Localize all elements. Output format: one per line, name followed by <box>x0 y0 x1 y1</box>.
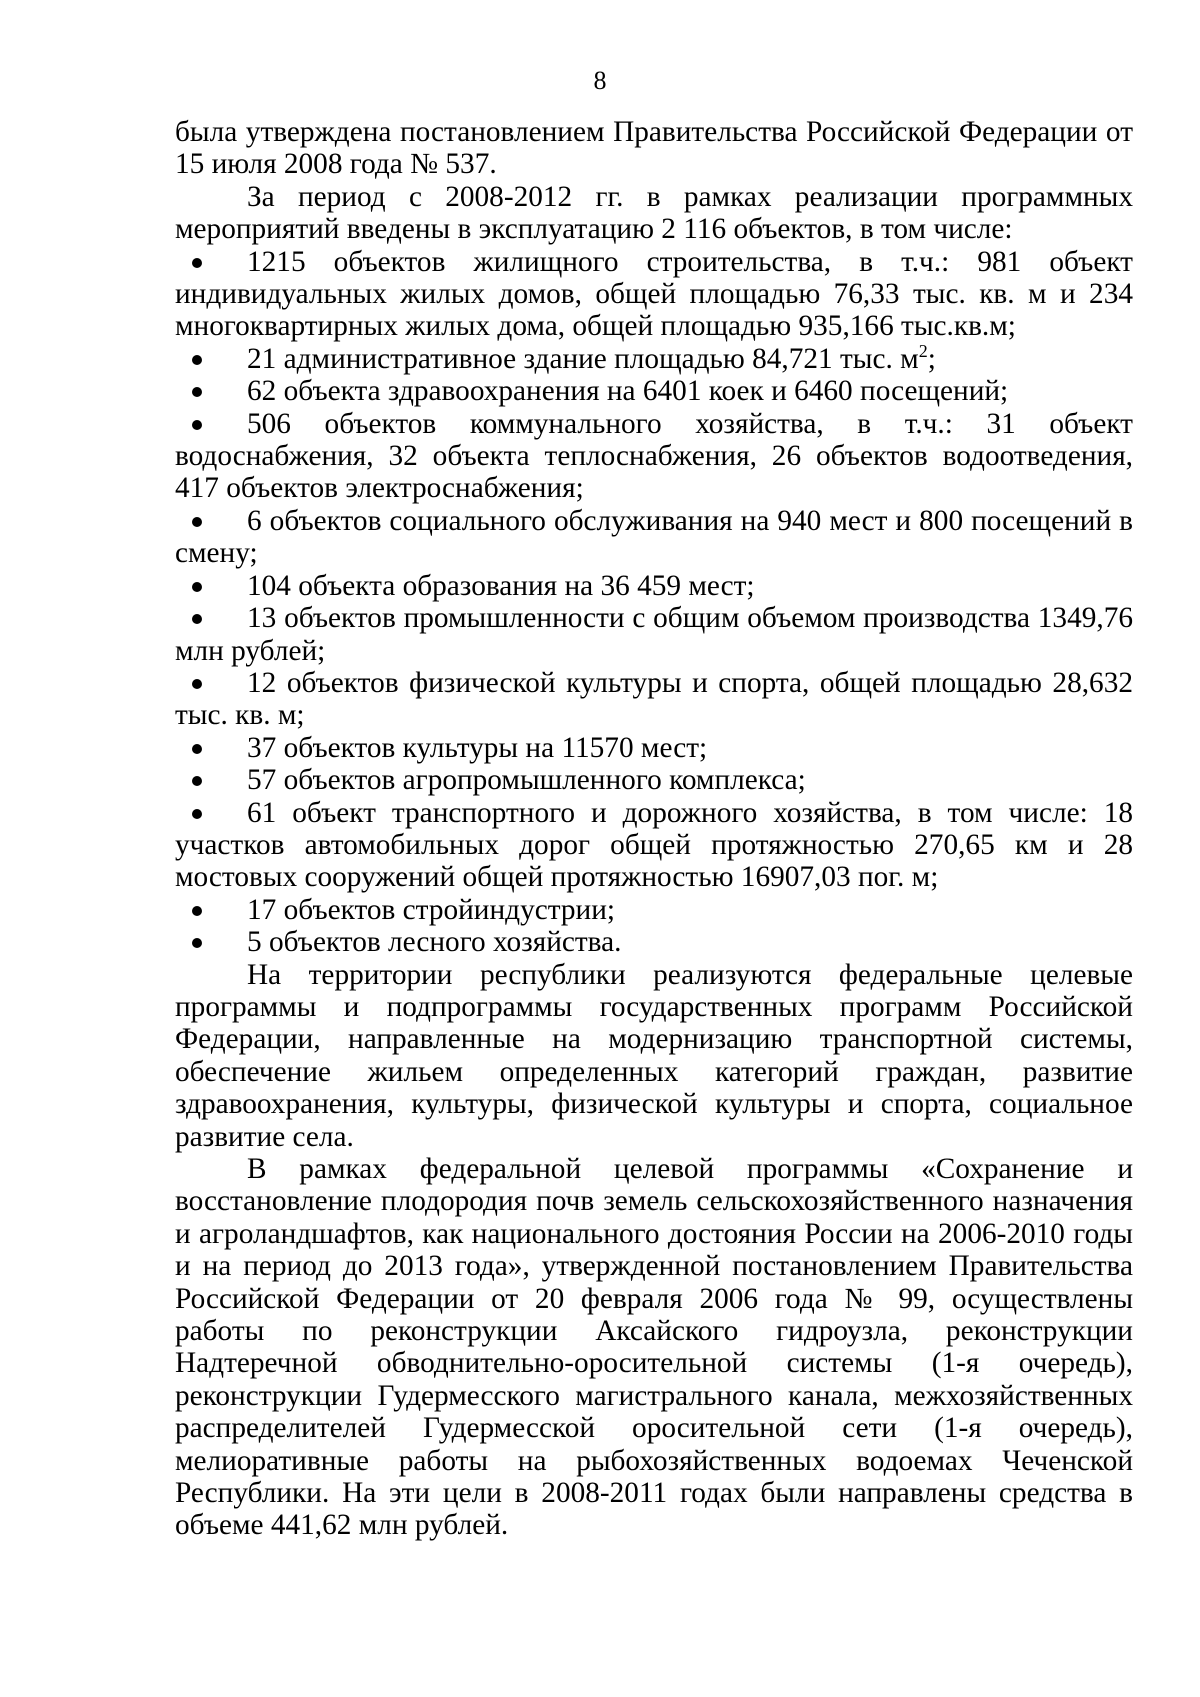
bullet-icon <box>192 776 202 786</box>
paragraph-soil-program: В рамках федеральной целевой программы «Сохранение и восстановление плодородия почв земель сельскохозяйственного назначения и агроландшафтов, как национального достояния России на 2006-2010 годы и на период до 2013 года», утвержденной постановлением Правительства Российской Федерации от 20 февраля 2006 года № 99, осуществлены работы по реконструкции Аксайского гидроузла, реконструкции Надтеречной обводнительно-оросительной системы (1-я очередь), реконструкции Гудермесского магистрального канала, межхозяйственных распределителей Гудермесской оросительной сети (1-я очередь), мелиоративные работы на рыбохозяйственных водоемах Чеченской Республики. На эти цели в 2008-2011 годах были направлены средства в объеме 441,62 млн рублей. <box>175 1153 1133 1542</box>
page-number: 8 <box>593 66 607 95</box>
list-item: 5 объектов лесного хозяйства. <box>175 926 1133 958</box>
bullet-icon <box>192 906 202 916</box>
paragraph-federal-programs: На территории республики реализуются федеральные целевые программы и подпрограммы государственных программ Российской Федерации, направленные на модернизацию транспортной системы, обеспечение жильем определенных категорий граждан, развитие здравоохранения, культуры, физической культуры и спорта, социальное развитие села. <box>175 958 1133 1153</box>
list-item: 17 объектов стройиндустрии; <box>175 894 1133 926</box>
list-item: 13 объектов промышленности с общим объемом производства 1349,76 млн рублей; <box>175 602 1133 667</box>
list-item: 62 объекта здравоохранения на 6401 коек и 6460 посещений; <box>175 375 1133 407</box>
bullet-icon <box>192 809 202 819</box>
paragraph-continuation: была утверждена постановлением Правительства Российской Федерации от 15 июля 2008 года № 537. <box>175 116 1133 181</box>
bullet-icon <box>192 387 202 397</box>
bullet-icon <box>192 744 202 754</box>
list-item: 12 объектов физической культуры и спорта, общей площадью 28,632 тыс. кв. м; <box>175 666 1133 732</box>
bullet-icon <box>192 938 202 948</box>
objects-list <box>175 246 1133 959</box>
bullet-icon <box>192 258 202 268</box>
list-item: 1215 объектов жилищного строительства, в т.ч.: 981 объект индивидуальных жилых домов, общей площадью 76,33 тыс. кв. м и 234 многоквартирных жилых дома, общей площадью 935,166 тыс.кв.м; <box>175 245 1133 343</box>
list-item: 57 объектов агропромышленного комплекса; <box>175 764 1133 796</box>
list-item: 6 объектов социального обслуживания на 940 мест и 800 посещений в смену; <box>175 504 1133 570</box>
bullet-icon <box>192 679 202 689</box>
bullet-icon <box>192 355 202 365</box>
list-item: 37 объектов культуры на 11570 мест; <box>175 732 1133 764</box>
bullet-icon <box>192 420 202 430</box>
bullet-icon <box>192 614 202 624</box>
list-item: 61 объект транспортного и дорожного хозяйства, в том числе: 18 участков автомобильных дорог общей протяжностью 270,65 км и 28 мостовых сооружений общей протяжностью 16907,03 пог. м; <box>175 796 1133 894</box>
paragraph-period-summary: За период с 2008-2012 гг. в рамках реализации программных мероприятий введены в эксплуатацию 2 116 объектов, в том числе: <box>175 180 1133 246</box>
list-item: 506 объектов коммунального хозяйства, в т.ч.: 31 объект водоснабжения, 32 объекта теплоснабжения, 26 объектов водоотведения, 417 объектов электроснабжения; <box>175 407 1133 505</box>
superscript: 2 <box>918 340 928 361</box>
bullet-icon <box>192 582 202 592</box>
bullet-icon <box>192 517 202 527</box>
list-item: 104 объекта образования на 36 459 мест; <box>175 570 1133 602</box>
document-body <box>175 116 1133 1542</box>
list-item: 21 административное здание площадью 84,721 тыс. $м^2$; <box>175 343 1133 375</box>
